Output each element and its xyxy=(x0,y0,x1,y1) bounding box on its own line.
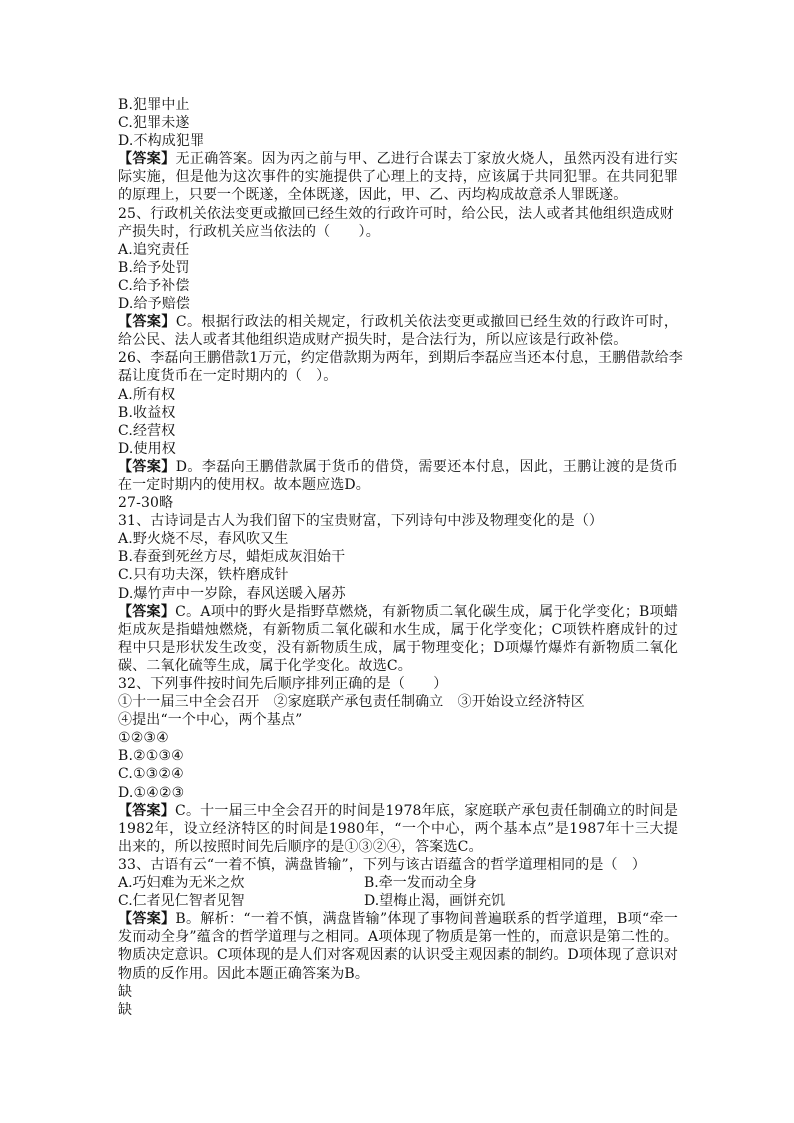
question-31 xyxy=(118,512,678,675)
q33-options-row1 xyxy=(118,874,678,892)
q33-stem: 33、古语有云“一着不慎，满盘皆输”，下列与该古语蕴含的哲学道理相同的是（ ） xyxy=(118,856,646,873)
q32-stem: 32、下列事件按时间先后顺序排列正确的是（ ） xyxy=(118,676,448,692)
q24-answer xyxy=(118,150,678,204)
q33-option-a: A.巧妇难为无米之炊 xyxy=(118,875,245,892)
q32-option-b: B.②①③④ xyxy=(118,748,184,765)
answer-tag: 【答案】 xyxy=(118,911,176,928)
answer-tag: 【答案】 xyxy=(118,603,176,620)
missing-marker: 缺 xyxy=(118,983,133,1000)
answer-tag: 【答案】 xyxy=(118,458,176,475)
q31-answer-text: C。A项中的野火是指野草燃烧，有新物质二氧化碳生成，属于化学变化；B项蜡炬成灰是指蜡烛燃烧，有新物质二氧化碳和水生成，属于化学变化；C项铁杵磨成针的过程中只是形状发生改变，没有新物质生成，属于物理变化；D项爆竹爆炸有新物质二氧化碳、二氧化硫等生成，属于化学变化。故选C。 xyxy=(118,603,678,674)
q24-option-b: B.犯罪中止 xyxy=(118,97,190,113)
q26-stem-line2: 磊让度货币在一定时期内的（ ）。 xyxy=(118,368,338,385)
q33-answer xyxy=(118,910,678,982)
q32-answer xyxy=(118,802,678,856)
q26-answer-text: D。李磊向王鹏借款属于货币的借贷，需要还本付息，因此，王鹏让渡的是货币在一定时期内的使用权。故本题应选D。 xyxy=(118,458,678,493)
answer-tag: 【答案】 xyxy=(118,314,176,331)
q31-option-d: D.爆竹声中一岁除，春风送暖入屠苏 xyxy=(118,585,346,602)
q33-option-b: B.牵一发而动全身 xyxy=(364,875,477,892)
question-32 xyxy=(118,675,678,856)
missing-marker: 缺 xyxy=(118,1001,133,1018)
q25-answer-text: C。根据行政法的相关规定，行政机关依法变更或撤回已经生效的行政许可时，给公民、法人或者其他组织造成财产损失时，是合法行为，所以应该是行政补偿。 xyxy=(118,314,678,349)
q26-option-a: A.所有权 xyxy=(118,386,176,403)
q25-option-d: D.给予赔偿 xyxy=(118,296,191,313)
q33-answer-text: B。解析：“一着不慎，满盘皆输”体现了事物间普遍联系的哲学道理，B项“牵一发而动全身”蕴含的哲学道理与之相同。A项体现了物质是第一性的，而意识是第二性的。物质决定意识。C项体现的是人们对客观因素的认识受主观因素的制约。D项体现了意识对物质的反作用。因此本题正确答案为B。 xyxy=(118,911,678,982)
q32-option-a: ①②③④ xyxy=(118,730,169,747)
q24-option-c: C.犯罪未遂 xyxy=(118,115,190,132)
q26-answer xyxy=(118,458,678,494)
q25-answer xyxy=(118,313,678,349)
q31-answer xyxy=(118,603,678,675)
document-page xyxy=(118,96,683,1019)
q33-options-row2 xyxy=(118,892,678,910)
q31-option-a: A.野火烧不尽，春风吹又生 xyxy=(118,531,289,548)
q24-option-d: D.不构成犯罪 xyxy=(118,133,205,150)
q25-option-b: B.给予处罚 xyxy=(118,259,190,276)
q32-option-d: D.①④②③ xyxy=(118,784,185,801)
question-24 xyxy=(118,96,678,205)
q32-events-line2: ④提出“一个中心，两个基点” xyxy=(118,712,303,729)
q31-option-c: C.只有功夫深，铁杵磨成针 xyxy=(118,567,289,584)
q33-option-c: C.仁者见仁智者见智 xyxy=(118,893,245,910)
q26-option-d: D.使用权 xyxy=(118,440,176,457)
q24-answer-text: 无正确答案。因为丙之前与甲、乙进行合谋去丁家放火烧人，虽然丙没有进行实际实施，但是他为这次事件的实施提供了心理上的支持，应该属于共同犯罪。在共同犯罪的原理上，只要一个既遂，全体既遂，因此，甲、乙、丙均构成故意杀人罪既遂。 xyxy=(118,151,679,204)
q25-stem-line1: 25、行政机关依法变更或撤回已经生效的行政许可时，给公民，法人或者其他组织造成财 xyxy=(118,205,674,222)
q31-option-b: B.春蚕到死丝方尽，蜡炬成灰泪始干 xyxy=(118,549,346,566)
q26-option-c: C.经营权 xyxy=(118,422,176,439)
q26-option-b: B.收益权 xyxy=(118,404,176,421)
q26-stem-line1: 26、李磊向王鹏借款1万元，约定借款期为两年，到期后李磊应当还本付息，王鹏借款给李 xyxy=(118,350,683,367)
q25-option-c: C.给予补偿 xyxy=(118,277,190,294)
answer-tag: 【答案】 xyxy=(118,151,176,168)
question-26 xyxy=(118,349,683,494)
q27-30-omitted: 27-30略 xyxy=(118,495,174,512)
answer-tag: 【答案】 xyxy=(118,802,175,819)
q32-answer-text: C。十一届三中全会召开的时间是1978年底，家庭联产承包责任制确立的时间是1982年，设立经济特区的时间是1980年，“一个中心，两个基本点”是1987年十三大提出来的，所以按照时间先后顺序的是①③②④，答案选C。 xyxy=(118,802,678,855)
question-25 xyxy=(118,205,678,350)
q32-option-c: C.①③②④ xyxy=(118,766,184,783)
q33-option-d: D.望梅止渴，画饼充饥 xyxy=(364,893,506,910)
q25-stem-line2: 产损失时，行政机关应当依法的（ ）。 xyxy=(118,223,380,240)
q25-option-a: A.追究责任 xyxy=(118,241,190,258)
q31-stem: 31、古诗词是古人为我们留下的宝贵财富，下列诗句中涉及物理变化的是（） xyxy=(118,513,604,530)
question-33 xyxy=(118,856,678,983)
q32-events-line1: ①十一届三中全会召开 ②家庭联产承包责任制确立 ③开始设立经济特区 xyxy=(118,694,585,711)
